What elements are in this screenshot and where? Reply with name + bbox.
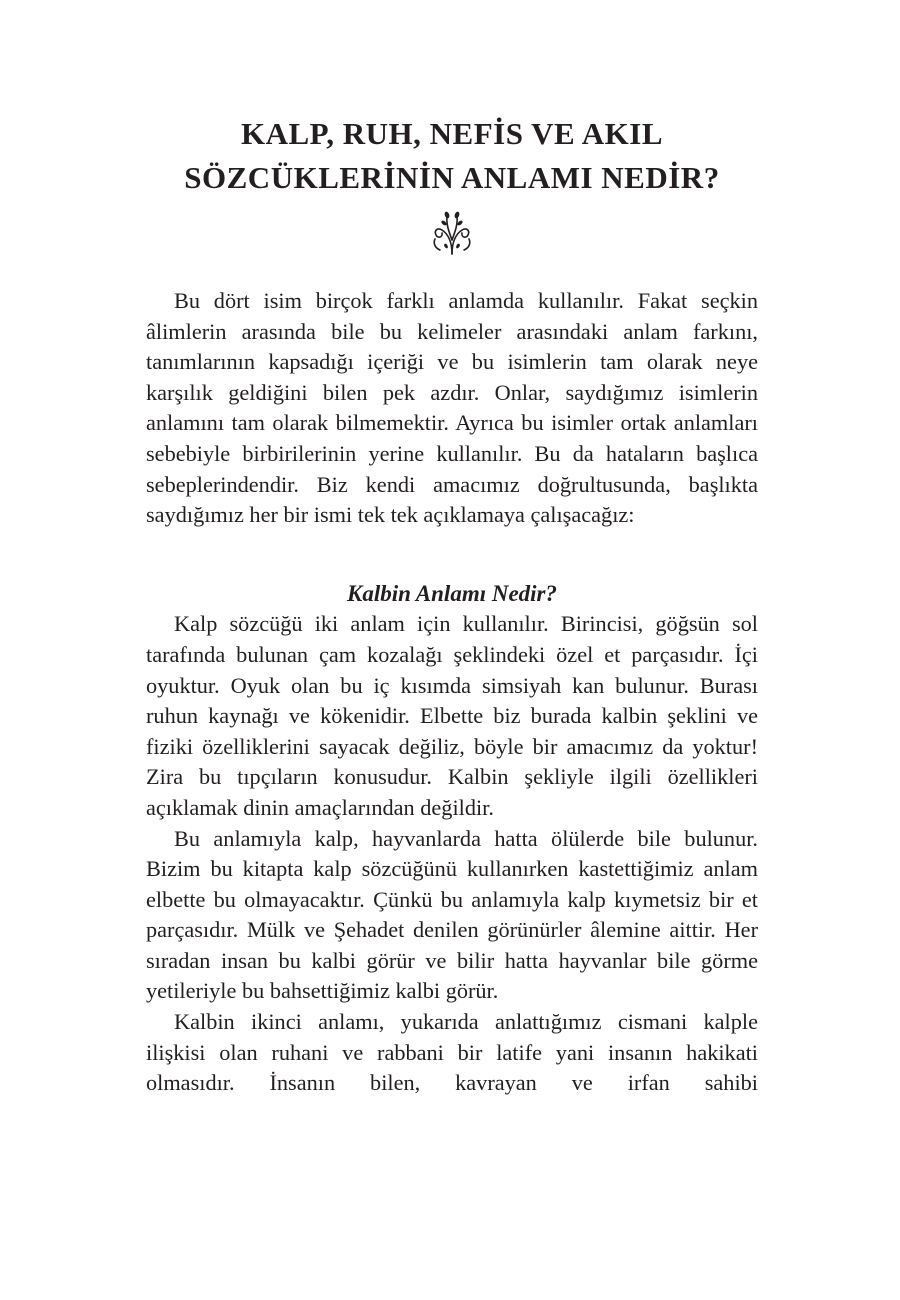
section-paragraph-2: Bu anlamıyla kalp, hayvanlarda hatta ölülerde bile bulunur. Bizim bu kitapta kalp sözcüğünü kullanırken kastettiğimiz anlam elbette bu olmayacaktır. Çünkü bu anlamıyla kalp kıymetsiz bir et parçasıdır. Mülk ve Şehadet denilen görünürler âlemine aittir. Her sıradan insan bu kalbi görür ve bilir hatta hayvanlar bile görme yetileriyle bu bahsettiğimiz kalbi görür.: [146, 825, 758, 1004]
intro-paragraph: Bu dört isim birçok farklı anlamda kullanılır. Fakat seçkin âlimlerin arasında bile bu kelimeler arasındaki anlam farkını, tanımlarının kapsadığı içeriği ve bu isimlerin tam olarak neye karşılık geldiğini bilen pek azdır. Onlar, saydığımız isimlerin anlamını tam olarak bilmemektir. Ayrıca bu isimler ortak anlamları sebebiyle birbirilerinin yerine kullanılır. Bu da hataların başlıca sebeplerindendir. Biz kendi amacımız doğrultusunda, başlıkta saydığımız her bir ismi tek tek açıklamaya çalışacağız:: [146, 288, 758, 528]
chapter-title: [146, 112, 758, 200]
book-page: [146, 112, 758, 1099]
section-heading: Kalbin Anlamı Nedir?: [346, 580, 558, 606]
floral-ornament-icon: [430, 210, 474, 256]
section-paragraph-1: Kalp sözcüğü iki anlam için kullanılır. Birincisi, göğsün sol tarafında bulunan çam kozalağı şeklindeki özel et parçasıdır. İçi oyuktur. Oyuk olan bu iç kısımda simsiyah kan bulunur. Burası ruhun kaynağı ve kökenidir. Elbette biz burada kalbin şeklini ve fiziki özelliklerini sayacak değiliz, böyle bir amacımız da yoktur! Zira bu tıpçıların konusudur. Kalbin şekliyle ilgili özellikleri açıklamak dinin amaçlarından değildir.: [146, 611, 758, 820]
section-paragraph-3: Kalbin ikinci anlamı, yukarıda anlattığımız cismani kalple ilişkisi olan ruhani ve rabbani bir latife yani insanın hakikati olmasıdır. İnsanın bilen, kavrayan ve irfan sahibi: [146, 1009, 758, 1096]
chapter-title-line-1: KALP, RUH, NEFİS VE AKIL: [241, 116, 663, 151]
chapter-title-line-2: SÖZCÜKLERİNİN ANLAMI NEDİR?: [184, 160, 720, 195]
